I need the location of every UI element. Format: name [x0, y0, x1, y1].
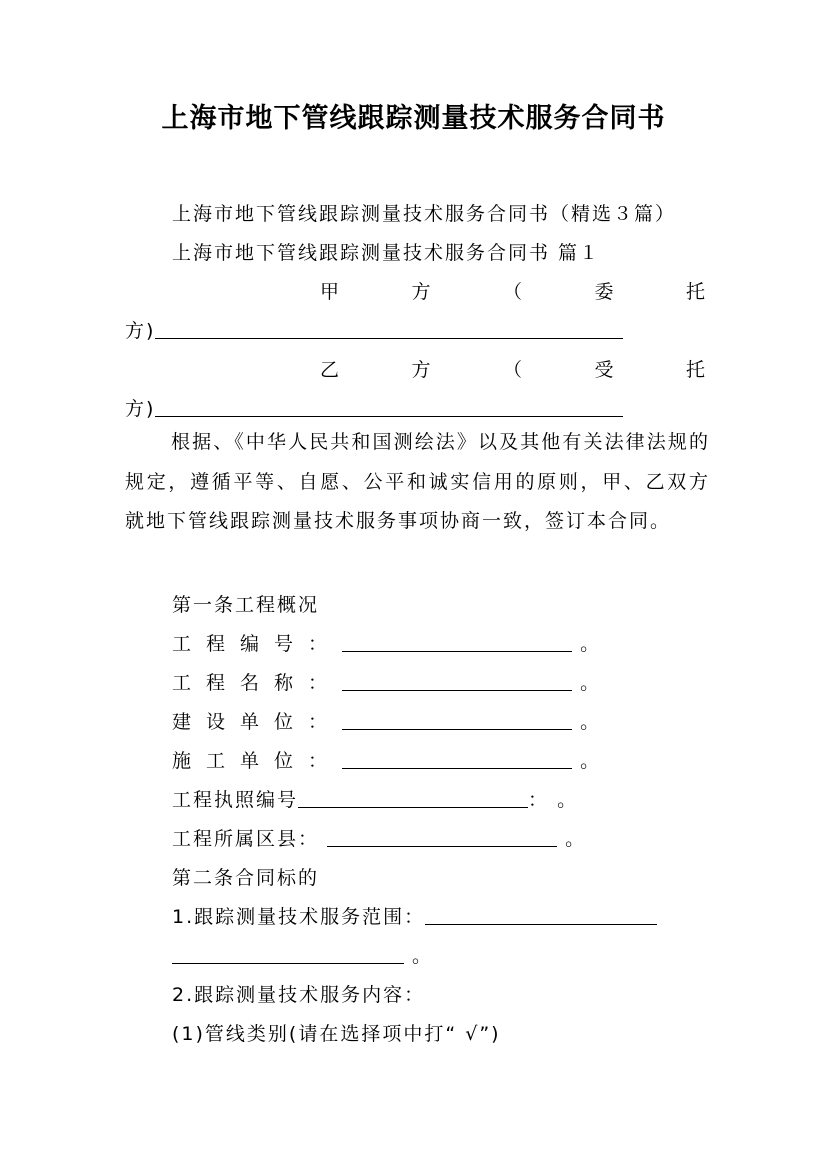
district-row [172, 824, 586, 851]
project-number-blank[interactable] [342, 633, 572, 652]
project-number-row [172, 629, 601, 656]
contractor-blank[interactable] [342, 750, 572, 769]
period: 。 [580, 750, 602, 772]
period: 。 [580, 633, 602, 655]
article2-heading: 第二条合同标的 [172, 867, 320, 889]
document-subtitle: 上海市地下管线跟踪测量技术服务合同书（精选３篇） [172, 203, 677, 225]
intro-paragraph: 根据、《中华人民共和国测绘法》以及其他有关法律法规的规定，遵循平等、自愿、公平和诚实信用的原则，甲、乙双方就地下管线跟踪测量技术服务事项协商一致，签订本合同。 [125, 431, 710, 532]
scope-row [172, 902, 657, 929]
party-b-char: 托 [685, 359, 705, 381]
party-b-blank[interactable] [155, 398, 623, 417]
party-a-label-row [125, 277, 705, 304]
pipeline-category-line: (1)管线类别(请在选择项中打“ √”) [172, 1023, 501, 1045]
party-a-char: 委 [594, 281, 614, 303]
scope-label: 1.跟踪测量技术服务范围： [172, 906, 426, 928]
party-a-field[interactable] [125, 316, 623, 343]
period: 。 [412, 945, 434, 967]
party-b-field[interactable] [125, 394, 623, 421]
period: 。 [580, 711, 602, 733]
party-a-tail: 方) [125, 320, 156, 342]
party-b-tail: 方) [125, 398, 156, 420]
party-a-blank[interactable] [155, 320, 623, 339]
party-b-char: 乙 [320, 359, 340, 381]
party-a-char: （ [502, 281, 522, 303]
project-number-label: 工程编号： [172, 633, 343, 655]
project-name-row [172, 668, 601, 695]
license-blank[interactable] [298, 789, 528, 808]
document-title: 上海市地下管线跟踪测量技术服务合同书 [161, 103, 666, 134]
party-a-char: 托 [685, 281, 705, 303]
party-a-char: 甲 [320, 281, 340, 303]
builder-label: 建设单位： [172, 711, 343, 733]
party-b-char: 方 [411, 359, 431, 381]
builder-blank[interactable] [342, 711, 572, 730]
contractor-label: 施工单位： [172, 750, 343, 772]
scope-blank-continued[interactable] [172, 945, 404, 964]
contractor-row [172, 746, 601, 773]
license-row [172, 785, 578, 812]
scope-continuation-row [172, 941, 433, 968]
district-blank[interactable] [327, 828, 557, 847]
project-name-label: 工程名称： [172, 672, 343, 694]
district-label: 工程所属区县： [172, 828, 320, 850]
period: 。 [580, 672, 602, 694]
part-heading: 上海市地下管线跟踪测量技术服务合同书 篇１ [172, 242, 601, 264]
party-a-char: 方 [411, 281, 431, 303]
article1-heading: 第一条工程概况 [172, 594, 320, 616]
period: 。 [557, 789, 579, 811]
party-b-char: 受 [594, 359, 614, 381]
project-name-blank[interactable] [342, 672, 572, 691]
license-label: 工程执照编号 [172, 789, 299, 811]
party-b-label-row [125, 355, 705, 382]
content-heading: 2.跟踪测量技术服务内容： [172, 984, 426, 1006]
party-b-char: （ [502, 359, 522, 381]
period: 。 [565, 828, 587, 850]
builder-row [172, 707, 601, 734]
license-colon: ： [528, 789, 550, 811]
scope-blank[interactable] [425, 906, 657, 925]
